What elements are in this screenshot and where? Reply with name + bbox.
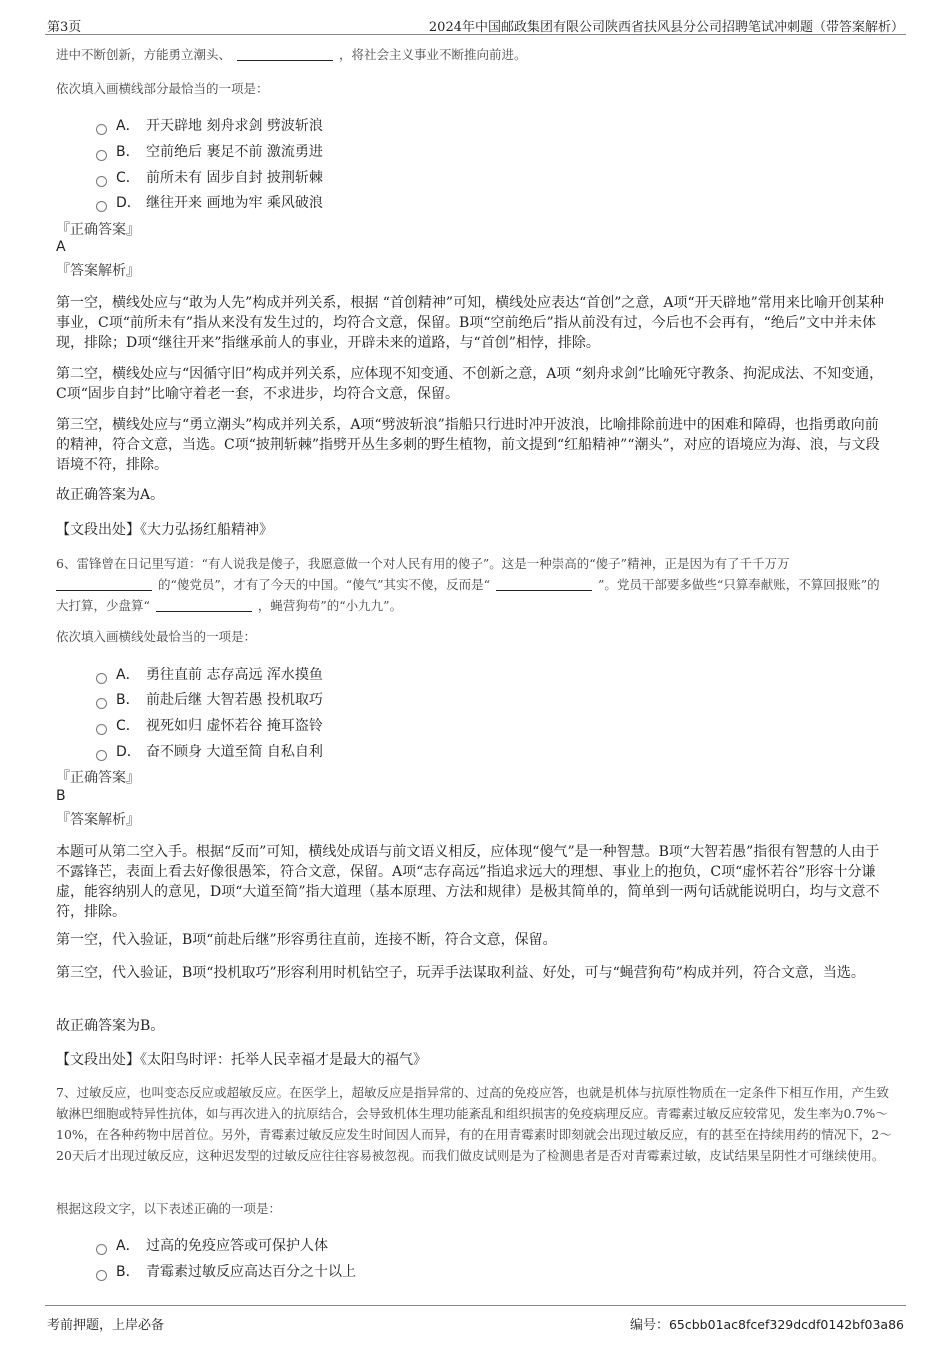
q6-stem-text-a: 6、雷锋曾在日记里写道：“有人说我是傻子，我愿意做一个对人民有用的傻子”。这是一种崇高的“傻子”精神，正是因为有了千千万万 xyxy=(56,556,790,571)
q6-stem-text-d: ，蝇营狗苟”的“小九九”。 xyxy=(257,598,403,613)
q5-option-d[interactable] xyxy=(96,192,323,212)
fill-blank xyxy=(237,46,333,61)
q6-analysis-paragraph: 第三空，代入验证，B项“投机取巧”形容利用时机钻空子，玩弄手法谋取利益、好处，可与“蝇营狗苟”构成并列，符合文意，当选。 xyxy=(56,965,865,981)
option-text: 视死如归 虚怀若谷 掩耳盗铃 xyxy=(146,718,323,734)
q6-analysis-label: 『答案解析』 xyxy=(56,812,140,828)
option-letter: D． xyxy=(116,195,141,211)
option-letter: B． xyxy=(116,1264,140,1280)
q7-stem: 7、过敏反应，也叫变态反应或超敏反应。在医学上，超敏反应是指异常的、过高的免疫应答，也就是机体与抗原性物质在一定条件下相互作用，产生致敏淋巴细胞或特异性抗体，如与再次进入的抗原结合，会导致机体生理功能紊乱和组织损害的免疫病理反应。青霉素过敏反应较常见，发生率为0.7%～10%，在各种药物中居首位。另外，青霉素过敏反应发生时间因人而异，有的在用青霉素时即刻就会出现过敏反应，有的甚至在持续用药的情况下，2～20天后才出现过敏反应，这种迟发型的过敏反应往往容易被忽视。而我们做皮试则是为了检测患者是否对青霉素过敏，皮试结果呈阴性才可继续使用。 xyxy=(56,1085,892,1163)
document-title: 2024年中国邮政集团有限公司陕西省扶风县分公司招聘笔试冲刺题（带答案解析） xyxy=(428,20,904,35)
q6-option-b[interactable] xyxy=(96,689,323,709)
option-letter: C． xyxy=(116,170,140,186)
q5-answer: A xyxy=(56,239,66,255)
option-text: 勇往直前 志存高远 浑水摸鱼 xyxy=(146,667,323,683)
option-text: 开天辟地 刻舟求剑 劈波斩浪 xyxy=(146,118,323,134)
q5-answer-label: 『正确答案』 xyxy=(56,222,140,238)
q5-conclusion: 故正确答案为A。 xyxy=(56,487,165,503)
q6-answer-label: 『正确答案』 xyxy=(56,770,140,786)
q5-stem-text-a: 进中不断创新，方能勇立潮头、 xyxy=(56,47,232,62)
q6-stem-text-b: 的“傻党员”，才有了今天的中国。“傻气”其实不傻，反而是“ xyxy=(158,577,490,592)
q5-option-b[interactable] xyxy=(96,141,323,161)
q6-option-d[interactable] xyxy=(96,741,323,761)
q7-option-b[interactable] xyxy=(96,1261,356,1281)
option-letter: A． xyxy=(116,1238,140,1254)
q6-analysis-paragraph: 第一空，代入验证，B项“前赴后继”形容勇往直前，连接不断，符合文意，保留。 xyxy=(56,932,557,948)
q7-prompt: 根据这段文字，以下表述正确的一项是： xyxy=(56,1201,282,1216)
page-header xyxy=(45,14,906,35)
option-text: 前赴后继 大智若愚 投机取巧 xyxy=(146,692,323,708)
radio-icon[interactable] xyxy=(96,1244,107,1255)
q5-analysis-paragraph: 第二空，横线处应与“因循守旧”构成并列关系，应体现不知变通、不创新之意，A项 “刻舟求剑”比喻死守教条、拘泥成法、不知变通，C项“固步自封”比喻守着老一套，不求进步，均符合文意，保留。 xyxy=(56,366,884,402)
document-id xyxy=(630,1314,904,1333)
radio-icon[interactable] xyxy=(96,201,107,212)
q5-option-a[interactable] xyxy=(96,115,323,135)
q6-answer: B xyxy=(56,788,66,804)
fill-blank xyxy=(56,576,152,591)
option-text: 前所未有 固步自封 披荆斩棘 xyxy=(146,170,323,186)
fill-blank xyxy=(496,576,592,591)
q5-stem-text-b: ，将社会主义事业不断推向前进。 xyxy=(339,47,527,62)
q6-option-c[interactable] xyxy=(96,715,323,735)
radio-icon[interactable] xyxy=(96,150,107,161)
q5-analysis-paragraph: 第三空，横线处应与“勇立潮头”构成并列关系，A项“劈波斩浪”指船只行进时冲开波浪，比喻排除前进中的困难和障碍，也指勇敢向前的精神，符合文意，当选。C项“披荆斩棘”指劈开丛生多刺的野生植物，前文提到“红船精神”“潮头”，对应的语境应为海、浪，与文段语境不符，排除。 xyxy=(56,417,880,473)
radio-icon[interactable] xyxy=(96,1270,107,1281)
option-letter: D． xyxy=(116,744,141,760)
q6-analysis-paragraph: 本题可从第二空入手。根据“反而”可知，横线处成语与前文语义相反，应体现“傻气”是一种智慧。B项“大智若愚”指很有智慧的人由于不露锋芒，表面上看去好像很愚笨，符合文意，保留。A项“志存高远”指追求远大的理想、事业上的抱负，C项“虚怀若谷”形容十分谦虚，能容纳别人的意见，D项“大道至简”指大道理（基本原理、方法和规律）是极其简单的，简单到一两句话就能说明白，均与文意不符，排除。 xyxy=(56,844,880,920)
option-text: 继往开来 画地为牢 乘风破浪 xyxy=(146,195,323,211)
q6-stem-text-c: ”。党员干部要多做些“只算奉献账，不算回报账”的大打算，少盘算“ xyxy=(56,577,880,613)
q5-stem xyxy=(56,44,892,65)
radio-icon[interactable] xyxy=(96,673,107,684)
q5-analysis-paragraph: 第一空，横线处应与“敢为人先”构成并列关系，根据 “首创精神”可知，横线处应表达“首创”之意，A项“开天辟地”常用来比喻开创某种事业，C项“前所未有”指从来没有发生过的，均符合文意，保留。B项“空前绝后”指从前没有过，今后也不会再有，“绝后”文中并未体现，排除；D项“继往开来”指继承前人的事业，开辟未来的道路，与“首创”相悖，排除。 xyxy=(56,295,884,351)
option-text: 空前绝后 裹足不前 激流勇进 xyxy=(146,144,323,160)
radio-icon[interactable] xyxy=(96,176,107,187)
q6-source: 【文段出处】《太阳鸟时评：托举人民幸福才是最大的福气》 xyxy=(56,1052,427,1068)
document-id-value: 65cbb01ac8fcef329dcdf0142bf03a86 xyxy=(668,1317,904,1332)
option-letter: A． xyxy=(116,118,140,134)
footer-slogan: 考前押题，上岸必备 xyxy=(47,1318,165,1333)
option-letter: B． xyxy=(116,144,140,160)
option-text: 奋不顾身 大道至简 自私自利 xyxy=(146,744,323,760)
radio-icon[interactable] xyxy=(96,698,107,709)
option-text: 青霉素过敏反应高达百分之十以上 xyxy=(146,1264,356,1280)
q5-analysis-label: 『答案解析』 xyxy=(56,263,140,279)
radio-icon[interactable] xyxy=(96,124,107,135)
q6-prompt: 依次填入画横线处最恰当的一项是： xyxy=(56,629,257,644)
fill-blank xyxy=(156,597,252,612)
page-number: 第3页 xyxy=(47,20,82,35)
q6-option-a[interactable] xyxy=(96,664,323,684)
q5-prompt: 依次填入画横线部分最恰当的一项是： xyxy=(56,81,269,96)
document-id-label: 编号： xyxy=(629,1318,669,1333)
q5-option-c[interactable] xyxy=(96,167,323,187)
option-letter: C． xyxy=(116,718,140,734)
option-text: 过高的免疫应答或可保护人体 xyxy=(146,1238,328,1254)
page-footer xyxy=(45,1305,906,1332)
radio-icon[interactable] xyxy=(96,724,107,735)
q5-source: 【文段出处】《大力弘扬红船精神》 xyxy=(56,522,273,538)
option-letter: A． xyxy=(116,667,140,683)
q7-option-a[interactable] xyxy=(96,1235,328,1255)
q6-conclusion: 故正确答案为B。 xyxy=(56,1018,165,1034)
q6-stem xyxy=(56,553,892,616)
option-letter: B． xyxy=(116,692,140,708)
radio-icon[interactable] xyxy=(96,750,107,761)
